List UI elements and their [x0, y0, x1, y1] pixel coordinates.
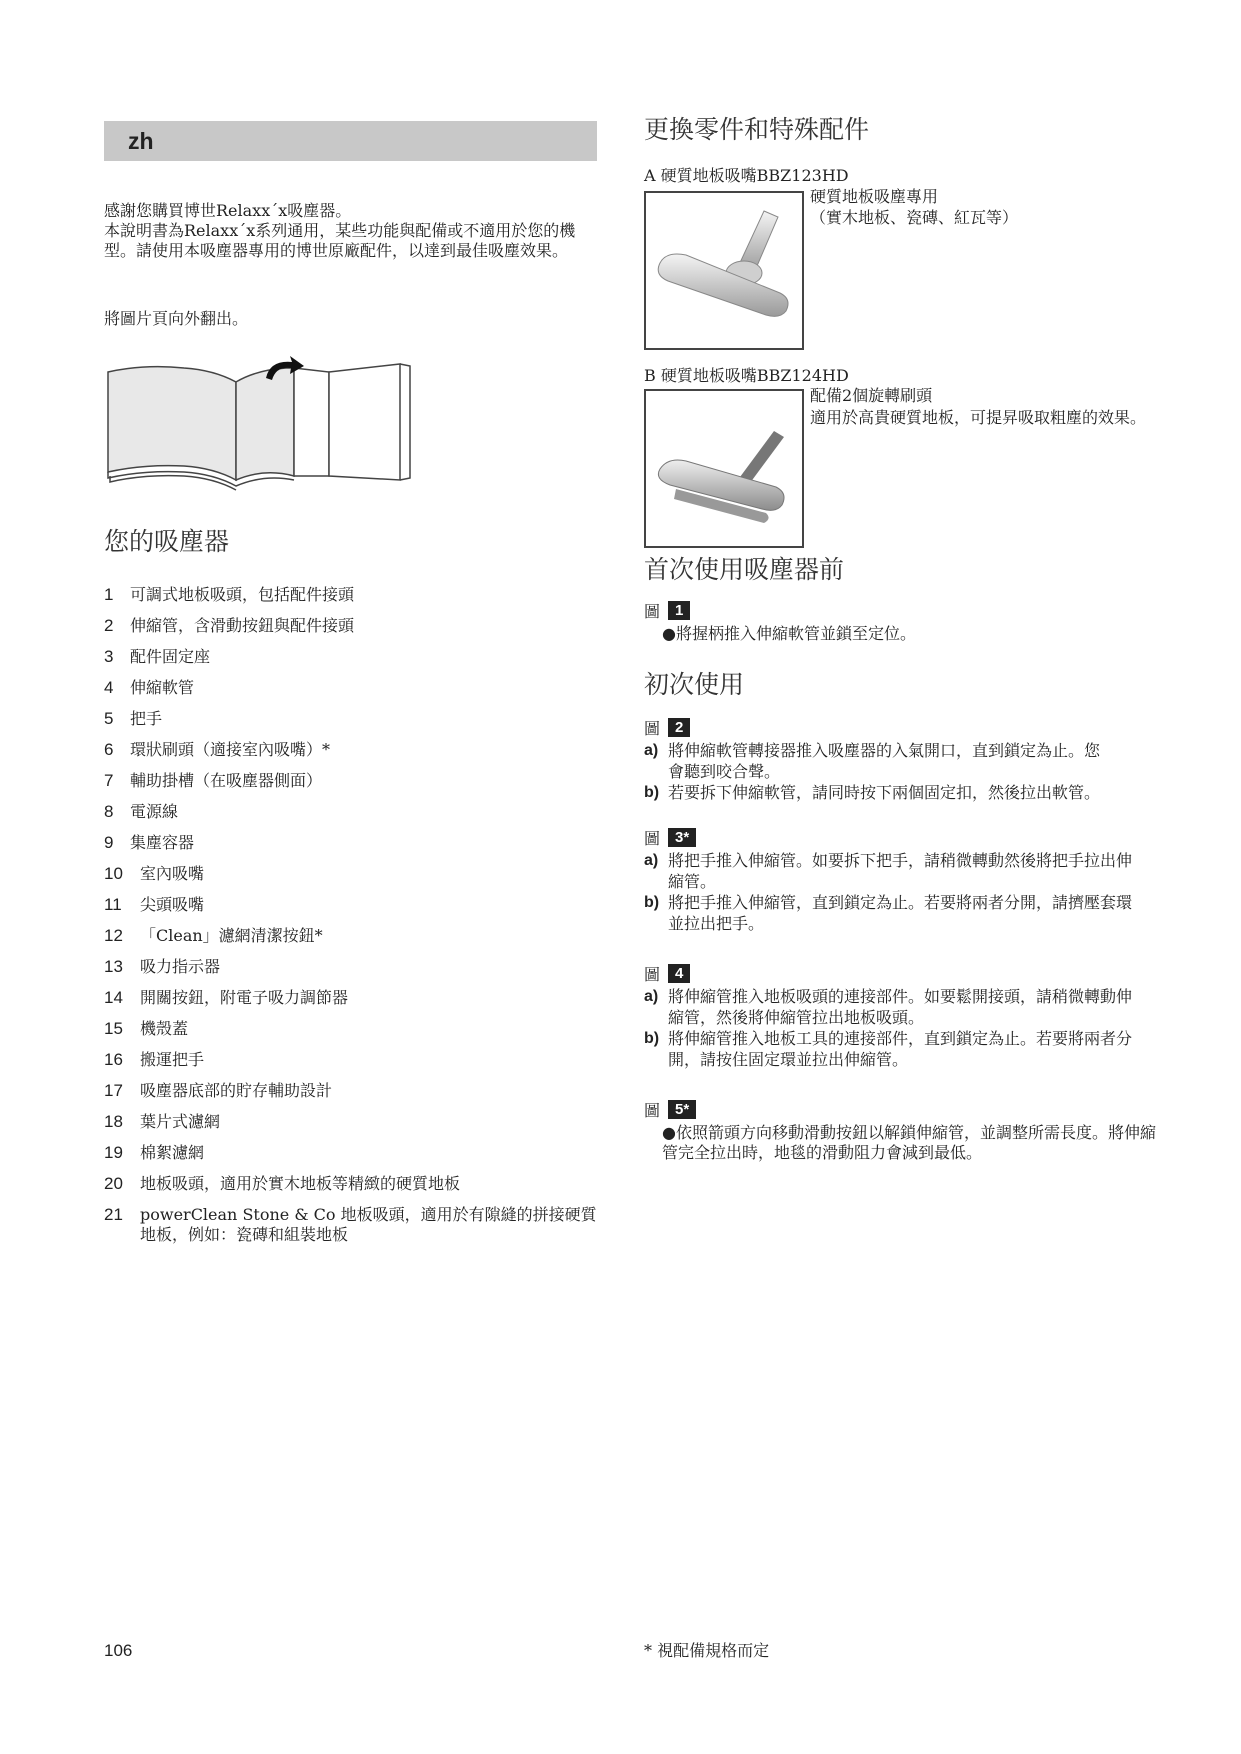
step-b: b) 將把手推入伸縮管，直到鎖定為止。若要將兩者分開，請擠壓套環並拉出把手。 — [644, 893, 1133, 933]
figure-number-badge: 5* — [668, 1100, 696, 1119]
your-vacuum-title: 您的吸塵器 — [104, 527, 230, 556]
accessory-a-image — [644, 191, 804, 350]
list-item: 4 伸縮軟管 — [104, 678, 195, 697]
list-item: 3 配件固定座 — [104, 647, 211, 666]
list-item: 20 地板吸頭，適用於實木地板等精緻的硬質地板 — [104, 1174, 461, 1193]
list-item: 10 室內吸嘴 — [104, 864, 205, 883]
figure-1-label: 圖 1 — [644, 599, 690, 622]
step-a: a) 將伸縮軟管轉接器推入吸塵器的入氣開口，直到鎖定為止。您會聽到咬合聲。 — [644, 741, 1101, 781]
list-item: 14 開關按鈕，附電子吸力調節器 — [104, 988, 349, 1007]
list-item: 15 機殼蓋 — [104, 1019, 189, 1038]
accessory-a-desc-1: 硬質地板吸塵專用 — [810, 187, 939, 206]
figure-4-label: 圖 4 — [644, 962, 690, 985]
list-item: 6 環狀刷頭（適接室內吸嘴）* — [104, 740, 331, 759]
step-b: b) 若要拆下伸縮軟管，請同時按下兩個固定扣，然後拉出軟管。 — [644, 783, 1101, 802]
figure-2-steps — [644, 740, 1144, 803]
list-item: 9 集塵容器 — [104, 833, 195, 852]
intro-line-2: 本說明書為Relaxx´x系列通用，某些功能與配備或不適用於您的機型。請使用本吸塵器專用的博世原廠配件，以達到最佳吸塵效果。 — [104, 221, 576, 260]
figure-2-label: 圖 2 — [644, 716, 690, 739]
first-use-title: 初次使用 — [644, 670, 745, 699]
figure-1-bullet: ●將握柄推入伸縮軟管並鎖至定位。 — [662, 624, 916, 643]
figure-number-badge: 3* — [668, 828, 696, 847]
figure-4-steps — [644, 986, 1144, 1070]
intro-text — [104, 201, 604, 261]
figure-3-steps — [644, 850, 1144, 934]
list-item: 2 伸縮管，含滑動按鈕與配件接頭 — [104, 616, 355, 635]
list-item: 16 搬運把手 — [104, 1050, 205, 1069]
language-code: zh — [128, 128, 154, 154]
figure-5-bullet: ●依照箭頭方向移動滑動按鈕以解鎖伸縮管，並調整所需長度。將伸縮管完全拉出時，地毯的滑動阻力會減到最低。 — [662, 1123, 1156, 1162]
figure-number-badge: 4 — [668, 964, 690, 983]
fold-out-book-illustration — [104, 352, 424, 492]
accessory-b-desc-1: 配備2個旋轉刷頭 — [810, 386, 933, 405]
list-item: 11 尖頭吸嘴 — [104, 895, 205, 914]
list-item: 18 葉片式濾網 — [104, 1112, 221, 1131]
list-item: 19 棉絮濾網 — [104, 1143, 205, 1162]
list-item: 8 電源線 — [104, 802, 179, 821]
accessories-title: 更換零件和特殊配件 — [644, 115, 870, 144]
list-item: 7 輔助掛槽（在吸塵器側面） — [104, 771, 323, 790]
list-item: 21 powerClean Stone & Co 地板吸頭，適用於有隙縫的拼接硬質地板，例如：瓷磚和組裝地板 — [104, 1205, 597, 1244]
accessory-a-label: A 硬質地板吸嘴BBZ123HD — [644, 166, 849, 185]
language-header-bar — [104, 121, 597, 161]
parts-list — [104, 585, 604, 1245]
list-item: 12 「Clean」濾網清潔按鈕* — [104, 926, 323, 945]
accessory-b-label: B 硬質地板吸嘴BBZ124HD — [644, 366, 849, 385]
footnote: * 視配備規格而定 — [644, 1641, 770, 1660]
accessory-b-image — [644, 389, 804, 548]
hard-floor-nozzle-illustration — [646, 193, 802, 348]
list-item: 5 把手 — [104, 709, 163, 728]
figure-number-badge: 1 — [668, 601, 690, 620]
intro-line-1: 感謝您購買博世Relaxx´x吸塵器。 — [104, 201, 352, 220]
step-a: a) 將伸縮管推入地板吸頭的連接部件。如要鬆開接頭，請稍微轉動伸縮管，然後將伸縮管拉出地板吸頭。 — [644, 987, 1133, 1027]
figure-3-label: 圖 3* — [644, 826, 696, 849]
step-b: b) 將伸縮管推入地板工具的連接部件，直到鎖定為止。若要將兩者分開，請按住固定環並拉出伸縮管。 — [644, 1029, 1133, 1069]
page-number: 106 — [104, 1641, 133, 1660]
fold-note: 將圖片頁向外翻出。 — [104, 309, 249, 328]
figure-5-label: 圖 5* — [644, 1098, 696, 1121]
list-item: 1 可調式地板吸頭，包括配件接頭 — [104, 585, 355, 604]
list-item: 13 吸力指示器 — [104, 957, 221, 976]
accessory-b-desc-2: 適用於高貴硬質地板，可提昇吸取粗塵的效果。 — [810, 408, 1147, 427]
list-item: 17 吸塵器底部的貯存輔助設計 — [104, 1081, 333, 1100]
step-a: a) 將把手推入伸縮管。如要拆下把手，請稍微轉動然後將把手拉出伸縮管。 — [644, 851, 1133, 891]
before-first-use-title: 首次使用吸塵器前 — [644, 555, 845, 584]
brush-nozzle-illustration — [646, 391, 802, 546]
figure-number-badge: 2 — [668, 718, 690, 737]
accessory-a-desc-2: （實木地板、瓷磚、紅瓦等） — [810, 208, 1019, 227]
